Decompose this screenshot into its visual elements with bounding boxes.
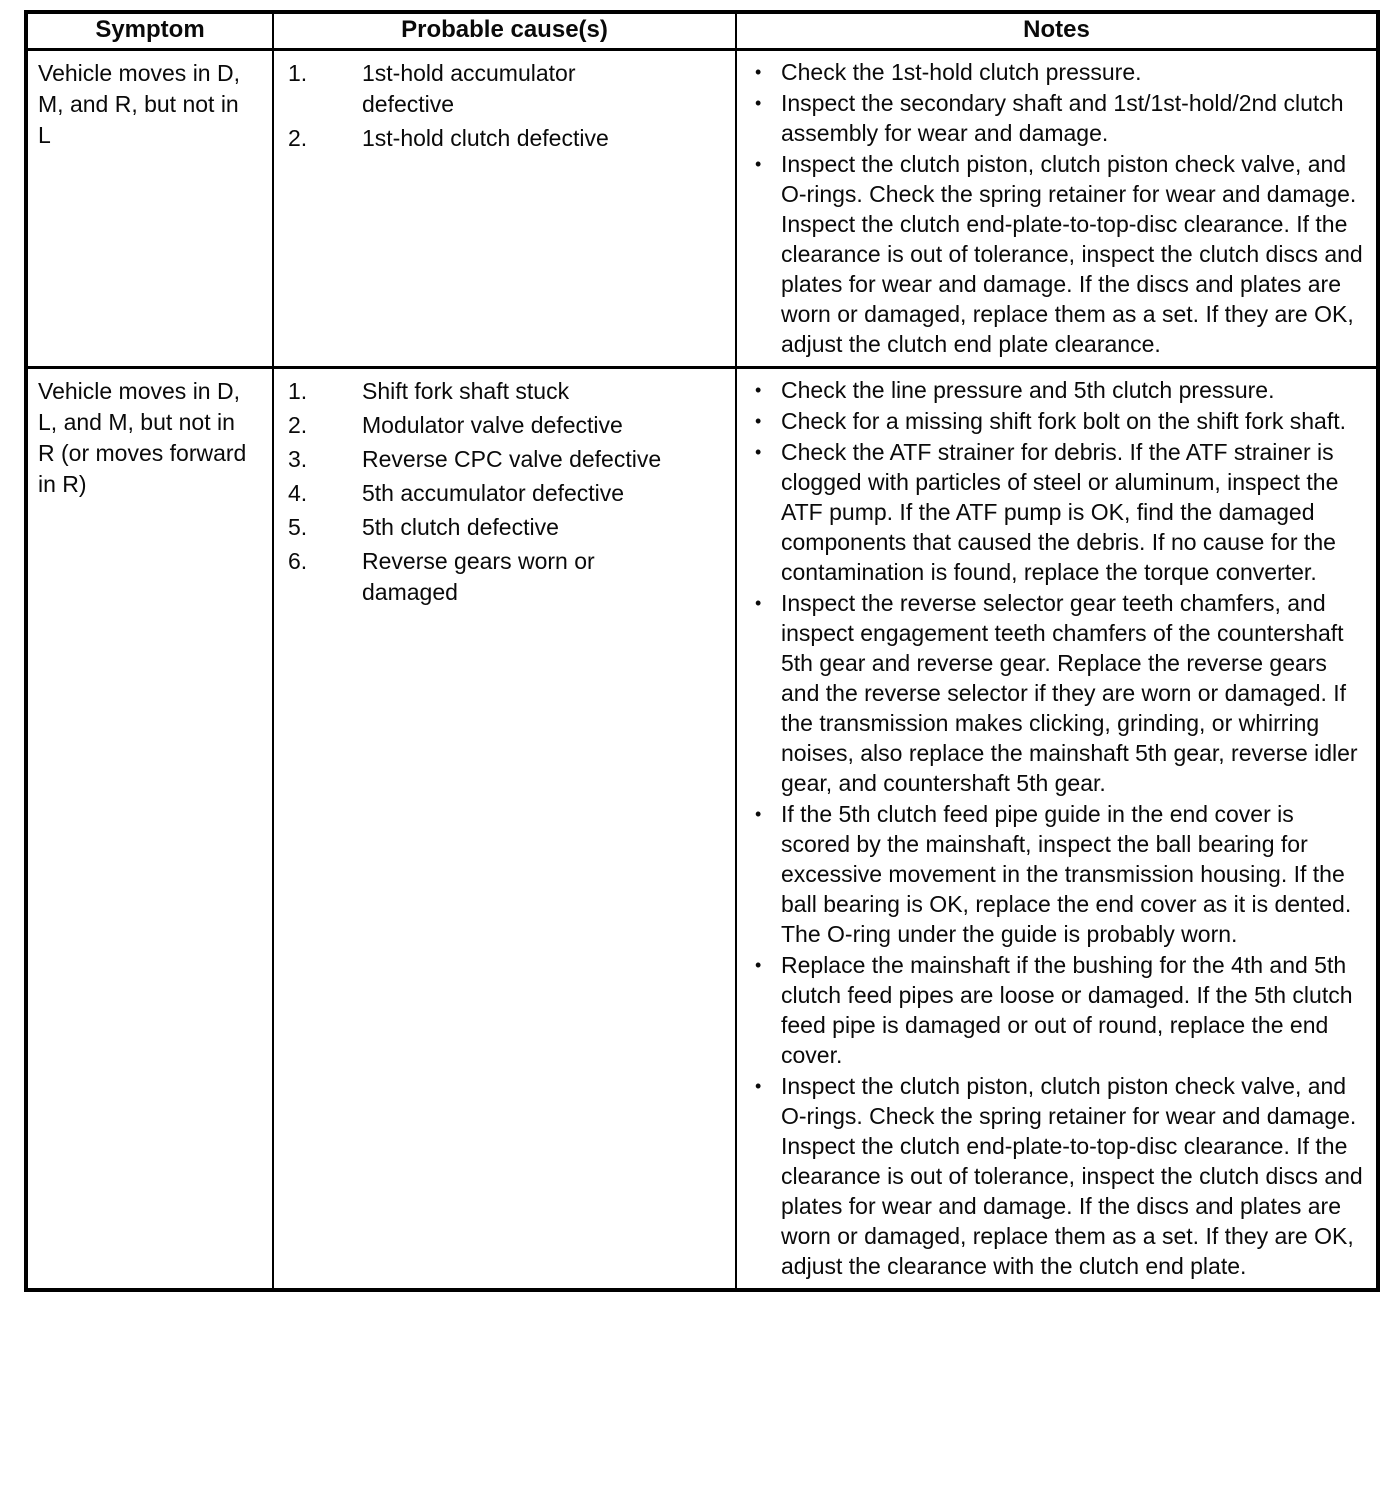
bullet-icon: •	[755, 593, 762, 613]
troubleshooting-table	[24, 10, 1380, 1292]
cause-number: 1.	[288, 60, 308, 86]
notes-list	[737, 369, 1376, 1288]
cause-text: Modulator valve defective	[362, 412, 623, 438]
cause-text: 1st-hold clutch defective	[362, 125, 609, 151]
note-item	[755, 588, 1368, 798]
note-item	[755, 57, 1368, 87]
note-item	[755, 1071, 1368, 1281]
symptom-text: Vehicle moves in D, M, and R, but not in L	[38, 60, 240, 148]
note-item	[755, 149, 1368, 359]
cause-number: 5.	[288, 514, 308, 540]
cause-item	[288, 512, 729, 543]
column-header-symptom: Symptom	[26, 12, 273, 50]
bullet-icon: •	[755, 955, 762, 975]
note-item	[755, 950, 1368, 1070]
cause-text: Reverse gears worn or damaged	[362, 548, 595, 605]
note-text: Inspect the clutch piston, clutch piston check valve, and O-rings. Check the spring retainer for wear and damage. Inspect the clutch end-plate-to-top-disc clearance. If the clearance is out of tolerance, inspect the clutch discs and plates for wear and damage. If the discs and plates are worn or damaged, replace them as a set. If they are OK, adjust the clutch end plate clearance.	[781, 151, 1363, 357]
table-row	[26, 368, 1378, 1291]
table-row	[26, 50, 1378, 368]
note-text: Replace the mainshaft if the bushing for the 4th and 5th clutch feed pipes are loose or damaged. If the 5th clutch feed pipe is damaged or out of round, replace the end cover.	[781, 952, 1353, 1068]
cause-item	[288, 444, 729, 475]
cause-text: 5th clutch defective	[362, 514, 559, 540]
bullet-icon: •	[755, 62, 762, 82]
bullet-icon: •	[755, 1076, 762, 1096]
bullet-icon: •	[755, 380, 762, 400]
column-header-notes: Notes	[736, 12, 1378, 50]
note-text: Inspect the clutch piston, clutch piston check valve, and O-rings. Check the spring retainer for wear and damage. Inspect the clutch end-plate-to-top-disc clearance. If the clearance is out of tolerance, inspect the clutch discs and plates for wear and damage. If the discs and plates are worn or damaged, replace them as a set. If they are OK, adjust the clearance with the clutch end plate.	[781, 1073, 1363, 1279]
bullet-icon: •	[755, 154, 762, 174]
note-item	[755, 406, 1368, 436]
symptom-cell	[26, 50, 273, 368]
note-text: Check the 1st-hold clutch pressure.	[781, 59, 1142, 85]
note-text: Inspect the reverse selector gear teeth chamfers, and inspect engagement teeth chamfers of the countershaft 5th gear and reverse gear. Replace the reverse gears and the reverse selector if they are worn or damaged. If the transmission makes clicking, grinding, or whirring noises, also replace the mainshaft 5th gear, reverse idler gear, and countershaft 5th gear.	[781, 590, 1358, 796]
column-header-probable-causes: Probable cause(s)	[273, 12, 736, 50]
note-item	[755, 375, 1368, 405]
cause-number: 3.	[288, 446, 308, 472]
cause-item	[288, 478, 729, 509]
cause-text: Reverse CPC valve defective	[362, 446, 662, 472]
note-text: Inspect the secondary shaft and 1st/1st-hold/2nd clutch assembly for wear and damage.	[781, 90, 1344, 146]
bullet-icon: •	[755, 411, 762, 431]
cause-item	[288, 546, 729, 608]
bullet-icon: •	[755, 93, 762, 113]
note-text: Check the line pressure and 5th clutch pressure.	[781, 377, 1275, 403]
note-text: Check for a missing shift fork bolt on the shift fork shaft.	[781, 408, 1347, 434]
note-item	[755, 799, 1368, 949]
table-body	[26, 50, 1378, 1291]
causes-list	[274, 369, 735, 617]
note-item	[755, 437, 1368, 587]
cause-text: Shift fork shaft stuck	[362, 378, 570, 404]
symptom-cell	[26, 368, 273, 1291]
cause-number: 2.	[288, 412, 308, 438]
note-text: If the 5th clutch feed pipe guide in the end cover is scored by the mainshaft, inspect the ball bearing for excessive movement in the transmission housing. If the ball bearing is OK, replace the end cover as it is dented. The O-ring under the guide is probably worn.	[781, 801, 1352, 947]
cause-text: 1st-hold accumulator defective	[362, 60, 576, 117]
causes-list	[274, 51, 735, 163]
cause-number: 6.	[288, 548, 308, 574]
cause-text: 5th accumulator defective	[362, 480, 625, 506]
table-header-row	[26, 12, 1378, 50]
cause-item	[288, 410, 729, 441]
bullet-icon: •	[755, 804, 762, 824]
note-text: Check the ATF strainer for debris. If the ATF strainer is clogged with particles of steel or aluminum, inspect the ATF pump. If the ATF pump is OK, find the damaged components that caused the debris. If no cause for the contamination is found, replace the torque converter.	[781, 439, 1339, 585]
symptom-text: Vehicle moves in D, L, and M, but not in R (or moves forward in R)	[38, 378, 247, 497]
cause-item	[288, 58, 729, 120]
notes-list	[737, 51, 1376, 366]
causes-cell	[273, 50, 736, 368]
notes-cell	[736, 50, 1378, 368]
cause-number: 2.	[288, 125, 308, 151]
bullet-icon: •	[755, 442, 762, 462]
notes-cell	[736, 368, 1378, 1291]
causes-cell	[273, 368, 736, 1291]
note-item	[755, 88, 1368, 148]
cause-item	[288, 376, 729, 407]
cause-number: 4.	[288, 480, 308, 506]
cause-number: 1.	[288, 378, 308, 404]
cause-item	[288, 123, 729, 154]
